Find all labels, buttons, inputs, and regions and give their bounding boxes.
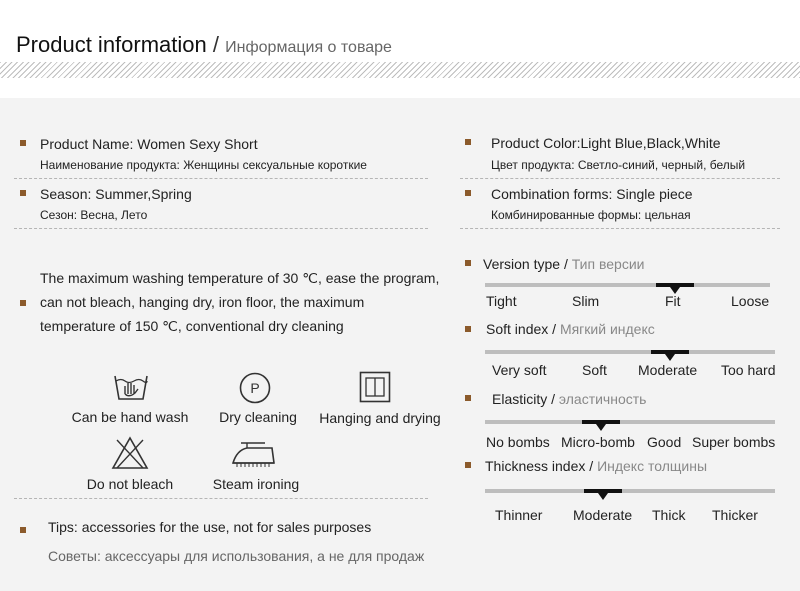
hang-dry-icon: [359, 371, 391, 403]
bullet-icon: [20, 140, 26, 146]
scale-option-selected: Fit: [665, 293, 681, 309]
dry-clean-icon: [239, 372, 271, 404]
scale-title-en: Thickness index: [485, 458, 586, 474]
steam-iron-icon: [231, 442, 277, 468]
page-title: [16, 32, 392, 58]
scale-option: Super bombs: [692, 434, 776, 450]
scale-title-en: Soft index: [486, 321, 549, 337]
dry-clean-symbol: P: [250, 380, 260, 396]
scale-option: Good: [647, 434, 682, 450]
care-label: Steam ironing: [212, 476, 300, 492]
washing-instructions: [40, 266, 450, 338]
divider: [14, 228, 428, 229]
scale-pointer-icon: [596, 424, 606, 431]
scale-option: Soft: [582, 362, 607, 378]
scale-track: [485, 350, 775, 354]
scale-pointer-icon: [598, 493, 608, 500]
bullet-icon: [465, 462, 471, 468]
product-color-ru: Цвет продукта: Светло-синий, черный, белый: [491, 158, 746, 172]
product-color: Product Color:Light Blue,Black,White: [491, 135, 721, 151]
scale-title: Version type / Тип версии: [483, 256, 645, 272]
season: Season: Summer,Spring: [40, 186, 192, 202]
divider: [14, 498, 428, 499]
care-label: Can be hand wash: [71, 409, 189, 425]
tips: Tips: accessories for the use, not for sales purposes: [48, 519, 372, 535]
scale-track: [485, 489, 775, 493]
scale-option-selected: Micro-bomb: [561, 434, 635, 450]
page-title-en: Product information: [16, 32, 207, 57]
care-label: Dry cleaning: [219, 409, 297, 425]
bullet-icon: [20, 190, 26, 196]
combination-forms-ru: Комбинированные формы: цельная: [491, 208, 691, 222]
care-label: Hanging and drying: [319, 410, 441, 426]
scale-option: Thick: [652, 507, 686, 523]
scale-title-en: Elasticity: [492, 391, 548, 407]
no-bleach-icon: [111, 436, 149, 470]
bullet-icon: [465, 326, 471, 332]
bullet-icon: [465, 260, 471, 266]
scale-option: Tight: [486, 293, 517, 309]
scale-title-en: Version type: [483, 256, 561, 272]
scale-option: Thicker: [712, 507, 758, 523]
scale-title-ru: эластичность: [558, 391, 647, 407]
divider: [14, 178, 428, 179]
scale-title-ru: Индекс толщины: [597, 458, 708, 474]
bullet-icon: [465, 139, 471, 145]
scale-title: Soft index / Мягкий индекс: [486, 321, 655, 337]
bullet-icon: [20, 527, 26, 533]
scale-title: Elasticity / эластичность: [492, 391, 647, 407]
product-name-ru: Наименование продукта: Женщины сексуальные короткие: [40, 158, 367, 172]
scale-option: Very soft: [492, 362, 547, 378]
bullet-icon: [465, 190, 471, 196]
scale-pointer-icon: [665, 354, 675, 361]
scale-option: Slim: [572, 293, 600, 309]
scale-track: [485, 283, 770, 287]
washing-line: can not bleach, hanging dry, iron floor, the maximum: [40, 294, 365, 310]
product-name: Product Name: Women Sexy Short: [40, 136, 258, 152]
scale-option-selected: Moderate: [573, 507, 633, 523]
care-label: Do not bleach: [86, 476, 174, 492]
tips-ru: Советы: аксессуары для использования, а не для продаж: [48, 548, 425, 564]
bullet-icon: [20, 300, 26, 306]
combination-forms: Combination forms: Single piece: [491, 186, 693, 202]
scale-option: Thinner: [495, 507, 543, 523]
page-title-ru: Информация о товаре: [225, 39, 392, 56]
scale-title-ru: Мягкий индекс: [559, 321, 655, 337]
hand-wash-icon: [113, 372, 149, 402]
scale-title: Thickness index / Индекс толщины: [485, 458, 708, 474]
season-ru: Сезон: Весна, Лето: [40, 208, 148, 222]
washing-line: temperature of 150 ℃, conventional dry cleaning: [40, 318, 344, 334]
divider: [460, 228, 780, 229]
scale-option: Too hard: [721, 362, 776, 378]
bullet-icon: [465, 395, 471, 401]
scale-track: [485, 420, 775, 424]
scale-option-selected: Moderate: [638, 362, 698, 378]
washing-line: The maximum washing temperature of 30 ℃, ease the program,: [40, 270, 440, 286]
scale-option: No bombs: [486, 434, 550, 450]
scale-option: Loose: [731, 293, 770, 309]
header-hatch-divider: [0, 62, 800, 78]
scale-title-ru: Тип версии: [571, 256, 645, 272]
title-separator: /: [212, 32, 220, 57]
divider: [460, 178, 780, 179]
